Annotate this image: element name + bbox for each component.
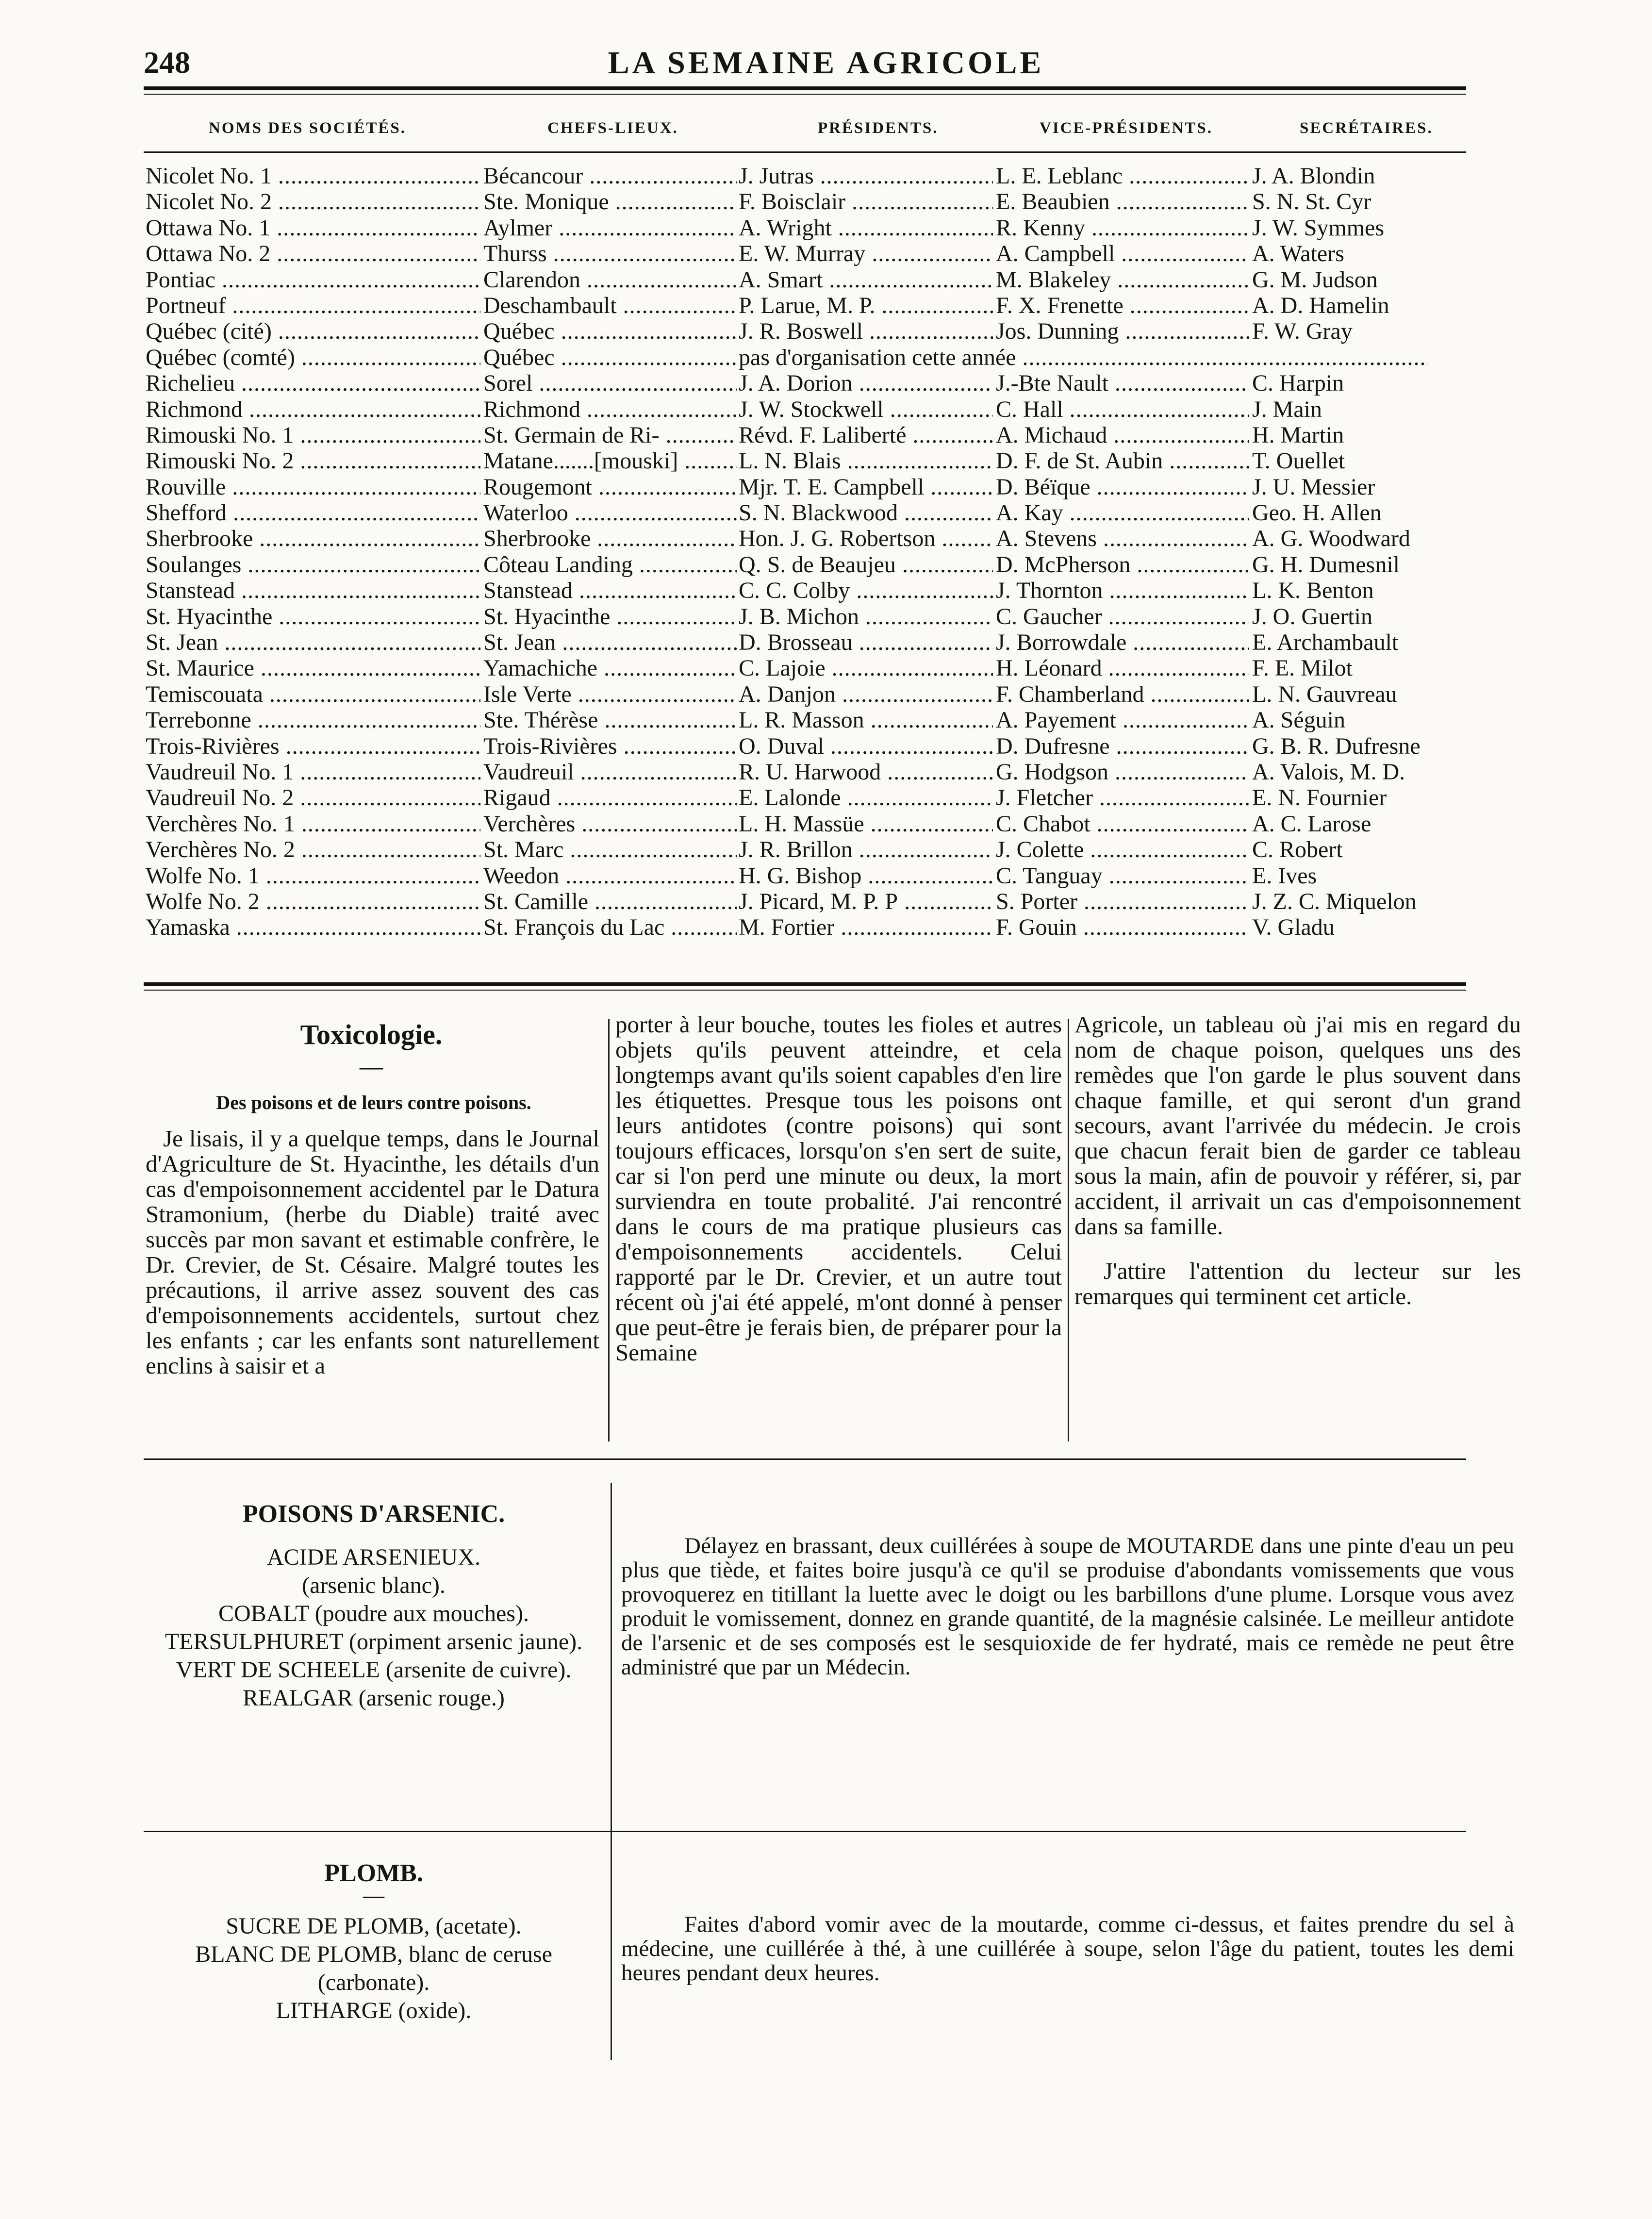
- table-row: [146, 370, 1432, 396]
- society-name: Soulanges .....: [146, 552, 480, 578]
- article-paragraph-2: porter à leur bouche, toutes les fioles et autres objets qu'ils peuvent atteindre, et cela longtemps avant qu'ils soient capables d'en lire les étiquettes. Presque tous les poisons ont leurs antidotes (contre poisons) qui sont toujours efficaces, lorsqu'on s'en sert de suite, car si l'on perd une minute ou deux, la mort surviendra en toute probalité. J'ai rencontré dans le cours de ma pratique plusieurs cas d'empoisonnements accidentels. Celui rapporté par le Dr. Crevier, et un autre tout récent où j'ai été appelé, m'ont donné à penser que peut-être je ferais bien, de préparer pour la Semaine: [615, 1011, 1062, 1366]
- article-column-1: [146, 1126, 599, 1378]
- secretary-name: E. N. Fournier: [1252, 785, 1387, 811]
- table-row: [146, 681, 1432, 707]
- society-name: Verchères No. 1 .....: [146, 811, 480, 837]
- secretary-name: C. Robert: [1252, 837, 1343, 863]
- secretary-name: J. W. Symmes: [1252, 215, 1385, 241]
- vice-president-name: F. Gouin .....: [996, 914, 1249, 940]
- table-row: [146, 267, 1432, 293]
- secretary-name: L. K. Benton: [1252, 578, 1374, 604]
- society-name: St. Hyacinthe .....: [146, 604, 480, 629]
- society-name: Stanstead .....: [146, 578, 480, 603]
- column-divider-2: [1068, 1019, 1069, 1441]
- plomb-remedy-text: Faites d'abord vomir avec de la moutarde, comme ci-dessus, et faites prendre du sel à médecine, une cuillérée à thé, à une cuillérée à soupe, selon l'âge du patient, toutes les demi heures pendant deux heures.: [621, 1912, 1514, 1986]
- vice-president-name: J. Colette .....: [996, 837, 1249, 862]
- table-row: [146, 629, 1432, 655]
- secretary-name: A. D. Hamelin: [1252, 292, 1389, 318]
- society-name: Vaudreuil No. 2 .....: [146, 785, 480, 811]
- society-name: Québec (cité) .....: [146, 318, 480, 344]
- col-header-presidents: PRÉSIDENTS.: [818, 119, 939, 137]
- society-name: Temiscouata .....: [146, 681, 480, 707]
- arsenic-item: (arsenic blanc).: [302, 1573, 446, 1598]
- article-paragraph-4: J'attire l'attention du lecteur sur les remarques qui terminent cet article.: [1074, 1258, 1521, 1309]
- header-rule-thin: [144, 94, 1466, 95]
- article-end-rule: [144, 1458, 1466, 1460]
- seat-name: St. François du Lac .....: [483, 914, 737, 940]
- column-header-rule: [144, 151, 1466, 153]
- vice-president-name: H. Léonard .....: [996, 655, 1249, 681]
- vice-president-name: J.-Bte Nault .....: [996, 370, 1249, 396]
- table-row: [146, 448, 1432, 474]
- president-name: A. Wright .....: [739, 215, 993, 241]
- society-name: Rouville .....: [146, 474, 480, 500]
- seat-name: St. Hyacinthe .....: [483, 604, 737, 629]
- seat-name: Aylmer .....: [483, 215, 737, 241]
- page-number: 248: [144, 45, 190, 80]
- seat-name: Richmond .....: [483, 397, 737, 422]
- president-name: J. Picard, M. P. P .....: [739, 889, 993, 914]
- seat-name: Trois-Rivières .....: [483, 733, 737, 759]
- vice-president-name: C. Chabot .....: [996, 811, 1249, 837]
- seat-name: Yamachiche .....: [483, 655, 737, 681]
- plomb-list: [146, 1912, 602, 2025]
- vice-president-name: C. Gaucher .....: [996, 604, 1249, 629]
- seat-name: Côteau Landing .....: [483, 552, 737, 578]
- vice-president-name: C. Tanguay .....: [996, 863, 1249, 889]
- seat-name: Ste. Thérèse .....: [483, 707, 737, 733]
- president-name: C. Lajoie .....: [739, 655, 993, 681]
- poison-table-divider: [611, 1483, 612, 2060]
- table-row: [146, 474, 1432, 500]
- seat-name: Clarendon .....: [483, 267, 737, 293]
- secretary-name: L. N. Gauvreau: [1252, 681, 1397, 707]
- president-name: J. W. Stockwell .....: [739, 397, 993, 422]
- president-name: Mjr. T. E. Campbell .....: [739, 474, 993, 500]
- arsenic-remedy: [621, 1534, 1514, 1679]
- seat-name: Québec .....: [483, 318, 737, 344]
- arsenic-item: REALGAR (arsenic rouge.): [243, 1685, 505, 1711]
- president-name: H. G. Bishop .....: [739, 863, 993, 889]
- president-name: L. R. Masson .....: [739, 707, 993, 733]
- secretary-name: F. W. Gray: [1252, 318, 1353, 345]
- society-name: Vaudreuil No. 1 .....: [146, 759, 480, 785]
- vice-president-name: J. Fletcher .....: [996, 785, 1249, 811]
- seat-name: Ste. Monique .....: [483, 189, 737, 215]
- vice-president-name: J. Borrowdale .....: [996, 629, 1249, 655]
- column-divider-1: [608, 1019, 610, 1441]
- vice-president-name: E. Beaubien .....: [996, 189, 1249, 215]
- seat-name: Bécancour .....: [483, 163, 737, 189]
- table-row: [146, 163, 1432, 189]
- table-row: [146, 863, 1432, 889]
- vice-president-name: Jos. Dunning .....: [996, 318, 1249, 344]
- president-name: O. Duval .....: [739, 733, 993, 759]
- table-row: [146, 241, 1432, 266]
- secretary-name: A. C. Larose: [1252, 811, 1371, 837]
- plomb-dash: —: [363, 1884, 384, 1907]
- president-name: E. Lalonde .....: [739, 785, 993, 811]
- president-name: J. Jutras .....: [739, 163, 993, 189]
- president-name: S. N. Blackwood .....: [739, 500, 993, 526]
- secretary-name: J. U. Messier: [1252, 474, 1375, 500]
- society-name: Yamaska .....: [146, 914, 480, 940]
- table-row: [146, 345, 1432, 370]
- col-header-vice-presidents: VICE-PRÉSIDENTS.: [1040, 119, 1213, 137]
- seat-name: St. Marc .....: [483, 837, 737, 862]
- president-name: D. Brosseau .....: [739, 629, 993, 655]
- article-subheading: Des poisons et de leurs contre poisons.: [216, 1092, 531, 1113]
- secretary-name: Geo. H. Allen: [1252, 500, 1382, 526]
- arsenic-title: POISONS D'ARSENIC.: [242, 1500, 505, 1528]
- table-end-rule-thick: [144, 982, 1466, 986]
- table-row: [146, 733, 1432, 759]
- table-row: [146, 318, 1432, 344]
- president-name: A. Smart .....: [739, 267, 993, 293]
- seat-name: St. Jean .....: [483, 629, 737, 655]
- table-row: [146, 397, 1432, 422]
- seat-name: Stanstead .....: [483, 578, 737, 603]
- president-name: R. U. Harwood .....: [739, 759, 993, 785]
- seat-name: Vaudreuil .....: [483, 759, 737, 785]
- article-column-3: [1074, 1012, 1521, 1309]
- secretary-name: G. B. R. Dufresne: [1252, 733, 1421, 759]
- vice-president-name: J. Thornton .....: [996, 578, 1249, 603]
- society-name: Ottawa No. 1 .....: [146, 215, 480, 241]
- society-name: Wolfe No. 1 .....: [146, 863, 480, 889]
- seat-name: St. Germain de Ri- .....: [483, 422, 737, 448]
- table-row: [146, 578, 1432, 603]
- seat-name: Sherbrooke .....: [483, 526, 737, 551]
- secretary-name: T. Ouellet: [1252, 448, 1345, 474]
- seat-name: Sorel .....: [483, 370, 737, 396]
- secretary-name: S. N. St. Cyr: [1252, 189, 1371, 215]
- plomb-remedy: [621, 1912, 1514, 1985]
- seat-name: Weedon .....: [483, 863, 737, 889]
- plomb-item: SUCRE DE PLOMB, (acetate).: [226, 1913, 522, 1939]
- article-column-2: [615, 1012, 1062, 1365]
- society-name: Québec (comté) .....: [146, 345, 480, 370]
- arsenic-list: [146, 1543, 602, 1712]
- secretary-name: V. Gladu: [1252, 914, 1335, 941]
- col-header-societies: NOMS DES SOCIÉTÉS.: [209, 119, 407, 137]
- table-row: [146, 759, 1432, 785]
- col-header-seats: CHEFS-LIEUX.: [547, 119, 678, 137]
- secretary-name: J. A. Blondin: [1252, 163, 1375, 189]
- table-row: [146, 604, 1432, 629]
- vice-president-name: D. McPherson .....: [996, 552, 1249, 578]
- president-name: J. R. Brillon .....: [739, 837, 993, 862]
- vice-president-name: A. Michaud .....: [996, 422, 1249, 448]
- table-row: [146, 655, 1432, 681]
- vice-president-name: G. Hodgson .....: [996, 759, 1249, 785]
- president-name: Hon. J. G. Robertson .....: [739, 526, 993, 551]
- secretary-name: J. Z. C. Miquelon: [1252, 888, 1417, 914]
- secretary-name: A. Waters: [1252, 241, 1344, 267]
- society-name: Wolfe No. 2 .....: [146, 889, 480, 914]
- secretary-name: H. Martin: [1252, 422, 1344, 448]
- vice-president-name: F. X. Frenette .....: [996, 293, 1249, 318]
- arsenic-item: VERT DE SCHEELE (arsenite de cuivre).: [176, 1657, 572, 1683]
- vice-president-name: A. Stevens .....: [996, 526, 1249, 551]
- article-paragraph-1: Je lisais, il y a quelque temps, dans le Journal d'Agriculture de St. Hyacinthe, les détails d'un cas d'empoisonnement accidentel par le Datura Stramonium, (herbe du Diable) traité avec succès par mon savant et estimable confrère, le Dr. Crevier, de St. Césaire. Malgré toutes les précautions, il arrive assez souvent des cas d'empoisonnements accidentels, surtout chez les enfants ; car les enfants sont naturellement enclins à saisir et a: [146, 1125, 599, 1379]
- society-name: Richmond .....: [146, 397, 480, 422]
- vice-president-name: A. Campbell .....: [996, 241, 1249, 266]
- table-row: [146, 889, 1432, 914]
- secretary-name: J. O. Guertin: [1252, 603, 1372, 629]
- president-name: L. N. Blais .....: [739, 448, 993, 474]
- seat-name: Verchères .....: [483, 811, 737, 837]
- society-name: Rimouski No. 1 .....: [146, 422, 480, 448]
- society-name: Terrebonne .....: [146, 707, 480, 733]
- vice-president-name: A. Kay .....: [996, 500, 1249, 526]
- president-name: P. Larue, M. P. .....: [739, 293, 993, 318]
- article-heading: Toxicologie.: [300, 1019, 443, 1050]
- vice-president-name: R. Kenny .....: [996, 215, 1249, 241]
- table-row: [146, 422, 1432, 448]
- plomb-item: BLANC DE PLOMB, blanc de ceruse (carbonate).: [195, 1941, 552, 1995]
- secretary-name: E. Archambault: [1252, 629, 1399, 656]
- society-name: Nicolet No. 1 .....: [146, 163, 480, 189]
- seat-name: Rougemont .....: [483, 474, 737, 500]
- president-name: J. R. Boswell .....: [739, 318, 993, 344]
- article-paragraph-3: Agricole, un tableau où j'ai mis en regard du nom de chaque poison, quelques uns des remèdes que l'on garde le plus souvent dans chaque famille, et qui seront d'un grand secours, avant l'arrivée du médecin. Je crois que chacun ferait bien de garder ce tableau sous la main, afin de pouvoir y référer, si, par accident, il arrivait un cas d'empoisonnement dans sa famille.: [1074, 1011, 1521, 1240]
- table-row: [146, 500, 1432, 526]
- vice-president-name: C. Hall .....: [996, 397, 1249, 422]
- society-name: Trois-Rivières .....: [146, 733, 480, 759]
- vice-president-name: A. Payement .....: [996, 707, 1249, 733]
- arsenic-remedy-text: Délayez en brassant, deux cuillérées à soupe de MOUTARDE dans une pinte d'eau un peu plus que tiède, et faites boire jusqu'à ce qu'il se produise d'abondants vomissements que vous provoquerez en titillant la luette avec le doigt ou les barbillons d'une plume. Lorsque vous avez produit le vomissement, donnez en grande quantité, de la magnésie calsinée. Le meilleur antidote de l'arsenic et de ses composés est le sesquioxide de fer hydraté, mais ce remède ne peut être administré que par un Médecin.: [621, 1533, 1514, 1680]
- vice-president-name: D. Dufresne .....: [996, 733, 1249, 759]
- secretary-name: G. H. Dumesnil: [1252, 551, 1400, 578]
- arsenic-section-rule: [144, 1831, 1466, 1832]
- header-rule-thick: [144, 86, 1466, 90]
- table-row: [146, 552, 1432, 578]
- president-name: Q. S. de Beaujeu .....: [739, 552, 993, 578]
- seat-name: Québec .....: [483, 345, 737, 370]
- arsenic-item: TERSULPHURET (orpiment arsenic jaune).: [165, 1629, 583, 1655]
- society-name: Ottawa No. 2 .....: [146, 241, 480, 266]
- president-name: J. A. Dorion .....: [739, 370, 993, 396]
- running-title: LA SEMAINE AGRICOLE: [608, 45, 1044, 81]
- table-row: [146, 526, 1432, 551]
- table-row: [146, 914, 1432, 940]
- table-row: [146, 811, 1432, 837]
- president-name: L. H. Massüe .....: [739, 811, 993, 837]
- article-heading-dash: —: [360, 1054, 383, 1079]
- society-name: Pontiac .....: [146, 267, 480, 293]
- vice-president-name: F. Chamberland .....: [996, 681, 1249, 707]
- col-header-secretaries: SECRÉTAIRES.: [1300, 119, 1433, 137]
- table-row: [146, 293, 1432, 318]
- vice-president-name: D. Béïque .....: [996, 474, 1249, 500]
- table-row: [146, 189, 1432, 215]
- society-name: Nicolet No. 2 .....: [146, 189, 480, 215]
- society-name: Portneuf .....: [146, 293, 480, 318]
- secretary-name: G. M. Judson: [1252, 266, 1378, 293]
- president-name: pas d'organisation cette année .....: [739, 345, 1428, 370]
- society-name: Sherbrooke .....: [146, 526, 480, 551]
- society-name: St. Maurice .....: [146, 655, 480, 681]
- vice-president-name: S. Porter .....: [996, 889, 1249, 914]
- president-name: M. Fortier .....: [739, 914, 993, 940]
- table-row: [146, 785, 1432, 811]
- society-name: Verchères No. 2 .....: [146, 837, 480, 862]
- president-name: A. Danjon .....: [739, 681, 993, 707]
- vice-president-name: L. E. Leblanc .....: [996, 163, 1249, 189]
- society-name: Richelieu .....: [146, 370, 480, 396]
- table-end-rule-thin: [144, 990, 1466, 991]
- secretary-name: J. Main: [1252, 396, 1322, 422]
- president-name: C. C. Colby .....: [739, 578, 993, 603]
- secretary-name: E. Ives: [1252, 862, 1317, 889]
- seat-name: Isle Verte .....: [483, 681, 737, 707]
- seat-name: Thurss .....: [483, 241, 737, 266]
- secretary-name: A. G. Woodward: [1252, 526, 1410, 552]
- president-name: F. Boisclair .....: [739, 189, 993, 215]
- seat-name: Deschambault .....: [483, 293, 737, 318]
- seat-name: Matane.......[mouski] .....: [483, 448, 737, 474]
- society-name: Shefford .....: [146, 500, 480, 526]
- society-name: Rimouski No. 2 .....: [146, 448, 480, 474]
- seat-name: Rigaud .....: [483, 785, 737, 811]
- vice-president-name: D. F. de St. Aubin .....: [996, 448, 1249, 474]
- table-row: [146, 837, 1432, 862]
- vice-president-name: M. Blakeley .....: [996, 267, 1249, 293]
- plomb-title: PLOMB.: [324, 1859, 423, 1887]
- president-name: J. B. Michon .....: [739, 604, 993, 629]
- table-row: [146, 215, 1432, 241]
- plomb-item: LITHARGE (oxide).: [276, 1998, 472, 2023]
- table-row: [146, 707, 1432, 733]
- seat-name: Waterloo .....: [483, 500, 737, 526]
- seat-name: St. Camille .....: [483, 889, 737, 914]
- president-name: E. W. Murray .....: [739, 241, 993, 266]
- society-table: [146, 163, 1432, 941]
- president-name: Révd. F. Laliberté .....: [739, 422, 993, 448]
- arsenic-item: COBALT (poudre aux mouches).: [218, 1601, 529, 1626]
- society-name: St. Jean .....: [146, 629, 480, 655]
- secretary-name: C. Harpin: [1252, 370, 1344, 397]
- secretary-name: F. E. Milot: [1252, 655, 1353, 681]
- secretary-name: A. Séguin: [1252, 707, 1345, 733]
- secretary-name: A. Valois, M. D.: [1252, 759, 1405, 785]
- arsenic-item: ACIDE ARSENIEUX.: [267, 1544, 480, 1570]
